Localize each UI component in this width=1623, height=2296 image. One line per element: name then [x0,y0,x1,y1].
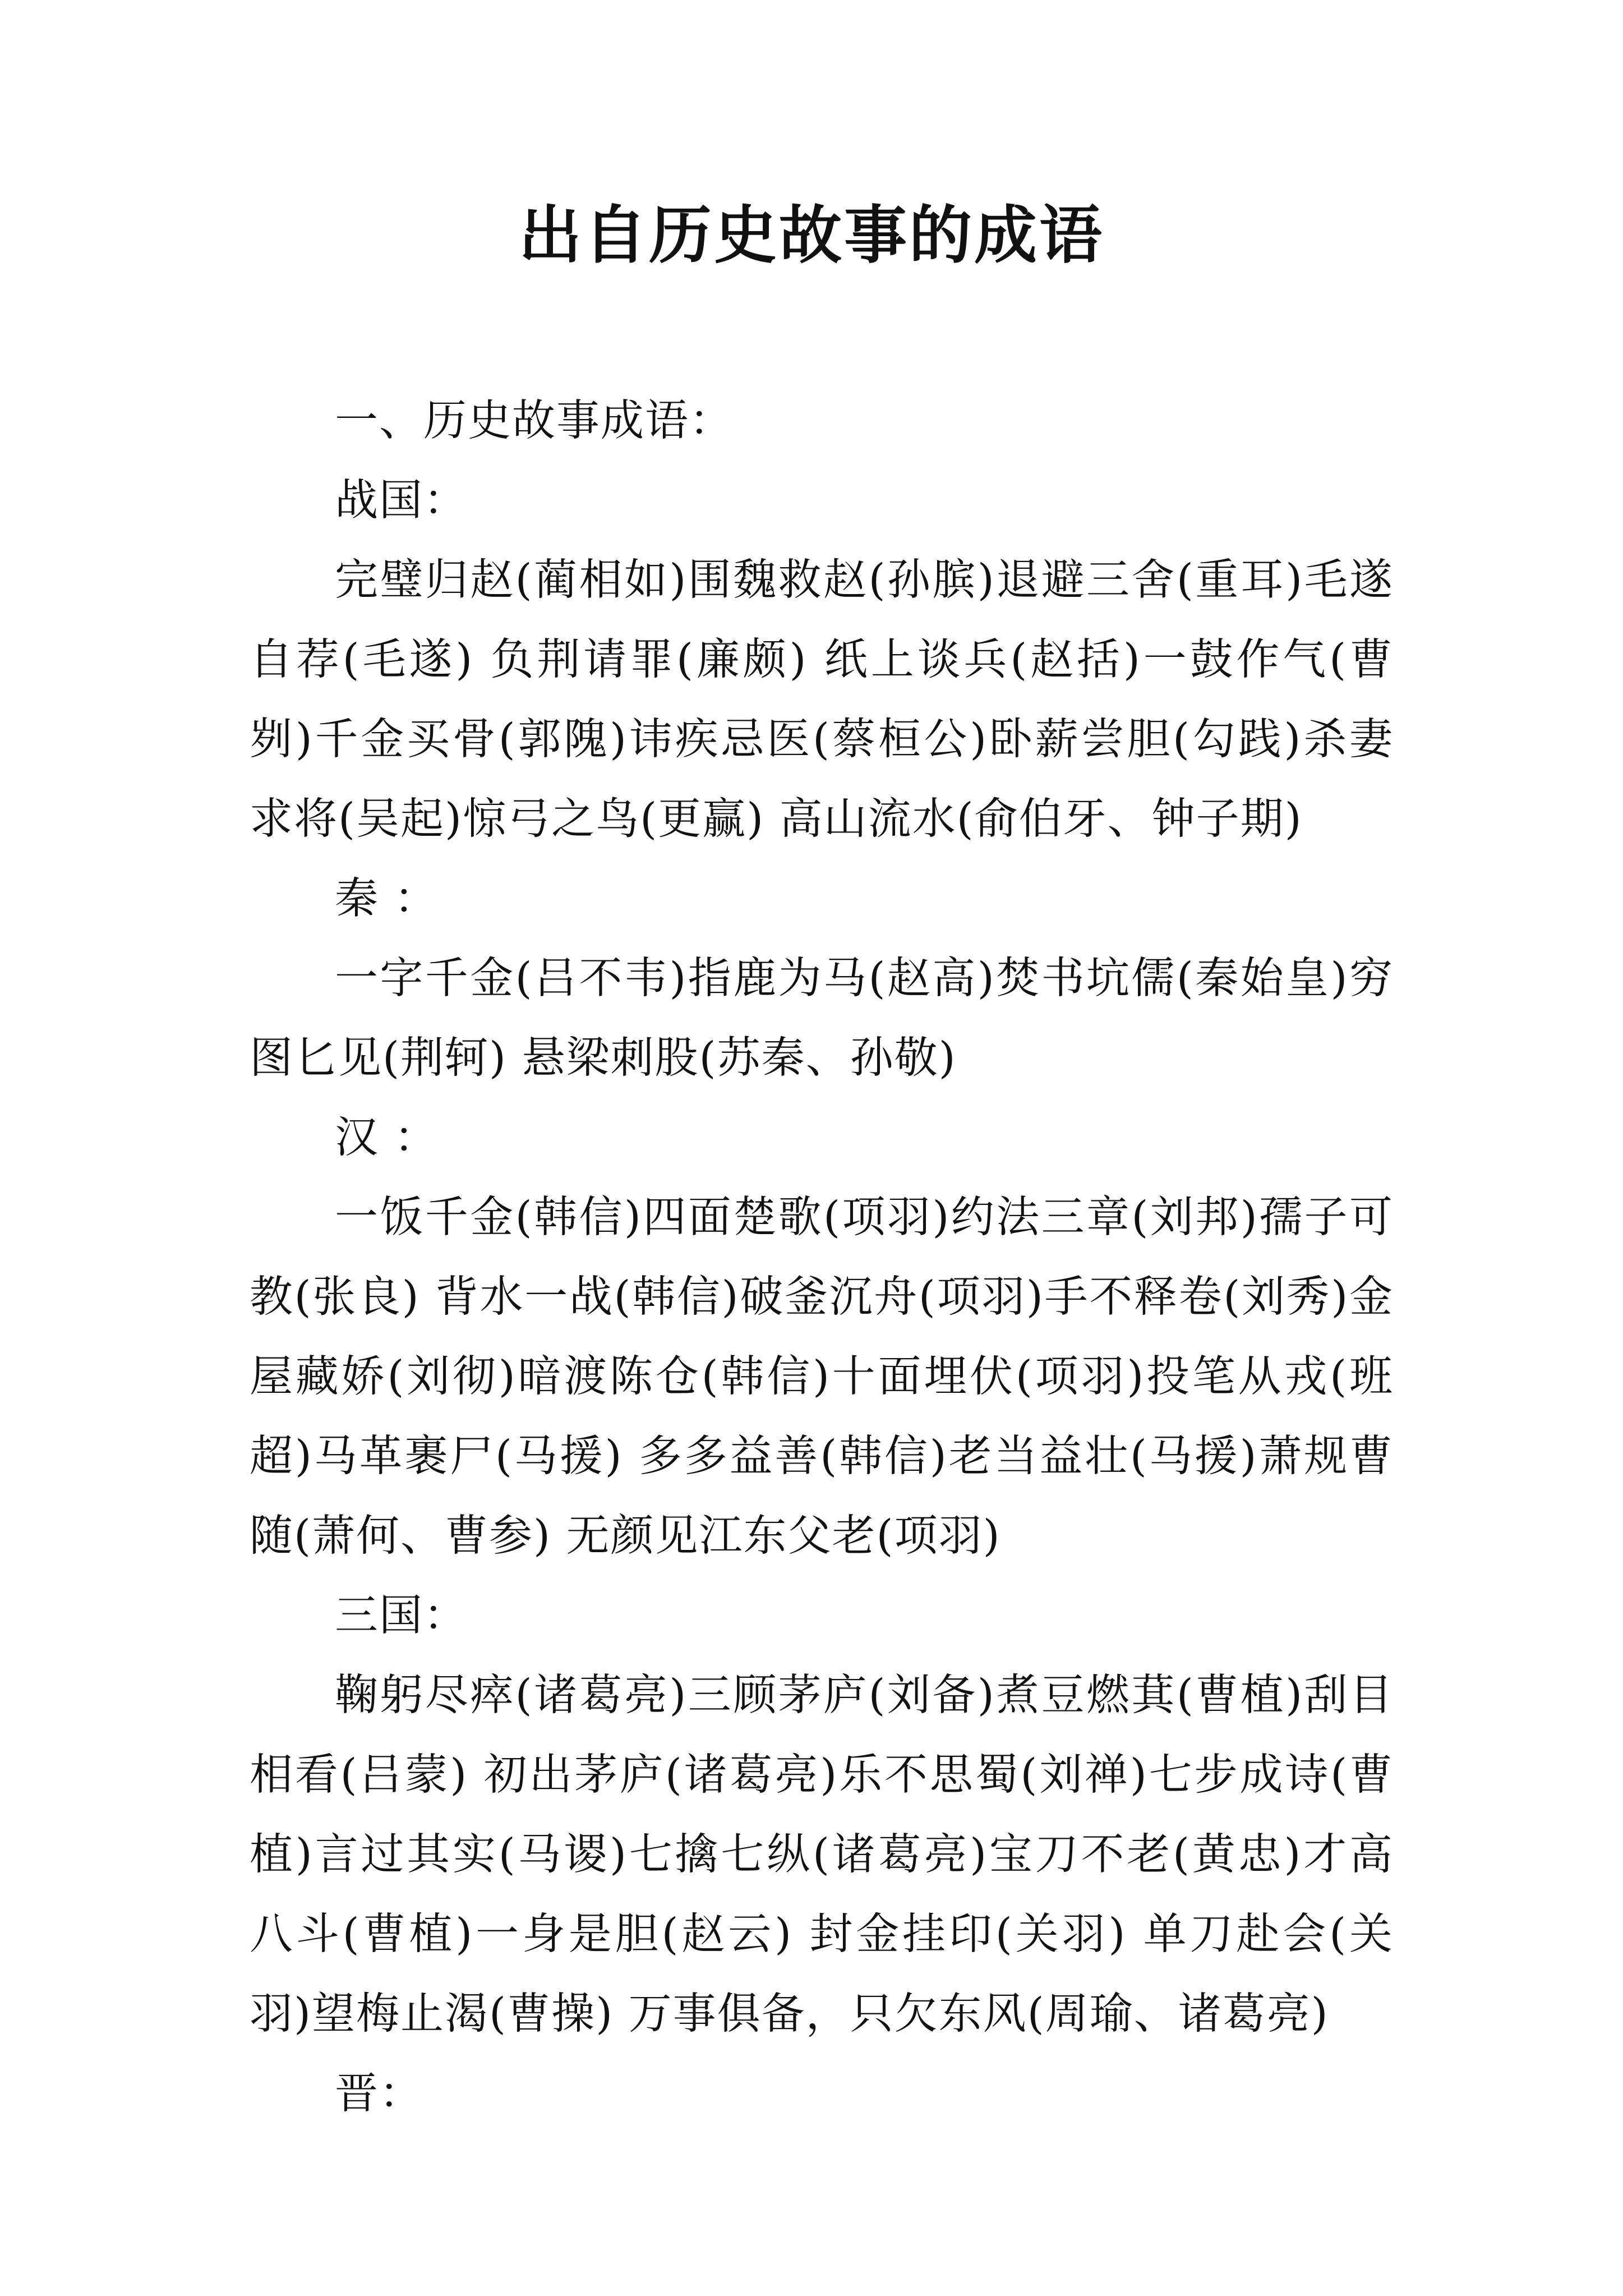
period-heading-han: 汉 ： [335,1113,439,1163]
document-body [250,381,1394,2134]
period-heading-jin: 晋： [335,2069,423,2119]
period-heading-warring-states: 战国： [335,476,468,526]
document-title: 出自历史故事的成语 [519,199,1104,272]
idiom-paragraph-warring-states: 完璧归赵(蔺相如)围魏救赵(孙膑)退避三舍(重耳)毛遂自荐(毛遂) 负荆请罪(廉颇) 纸上谈兵(赵括)一鼓作气(曹刿)千金买骨(郭隗)讳疾忌医(蔡桓公)卧薪尝胆(勾践)杀妻求将(吴起)惊弓之鸟(更赢) 高山流水(俞伯牙、钟子期) [250,555,1394,844]
section-heading: 一、历史故事成语： [335,396,734,446]
idiom-paragraph-qin: 一字千金(吕不韦)指鹿为马(赵高)焚书坑儒(秦始皇)穷图匕见(荆轲) 悬梁刺股(苏秦、孙敬) [250,954,1394,1083]
idiom-paragraph-three-kingdoms: 鞠躬尽瘁(诸葛亮)三顾茅庐(刘备)煮豆燃萁(曹植)刮目相看(吕蒙) 初出茅庐(诸葛亮)乐不思蜀(刘禅)七步成诗(曹植)言过其实(马谡)七擒七纵(诸葛亮)宝刀不老(黄忠)才高八斗(曹植)一身是胆(赵云) 封金挂印(关羽) 单刀赴会(关羽)望梅止渴(曹操) 万事俱备，只欠东风(周瑜、诸葛亮) [250,1671,1394,2039]
period-heading-qin: 秦 ： [335,874,439,924]
period-heading-three-kingdoms: 三国： [335,1591,468,1641]
idiom-paragraph-han: 一饭千金(韩信)四面楚歌(项羽)约法三章(刘邦)孺子可教(张良) 背水一战(韩信)破釜沉舟(项羽)手不释卷(刘秀)金屋藏娇(刘彻)暗渡陈仓(韩信)十面埋伏(项羽)投笔从戎(班超)马革裹尸(马援) 多多益善(韩信)老当益壮(马援)萧规曹随(萧何、曹参) 无颜见江东父老(项羽) [250,1193,1394,1561]
